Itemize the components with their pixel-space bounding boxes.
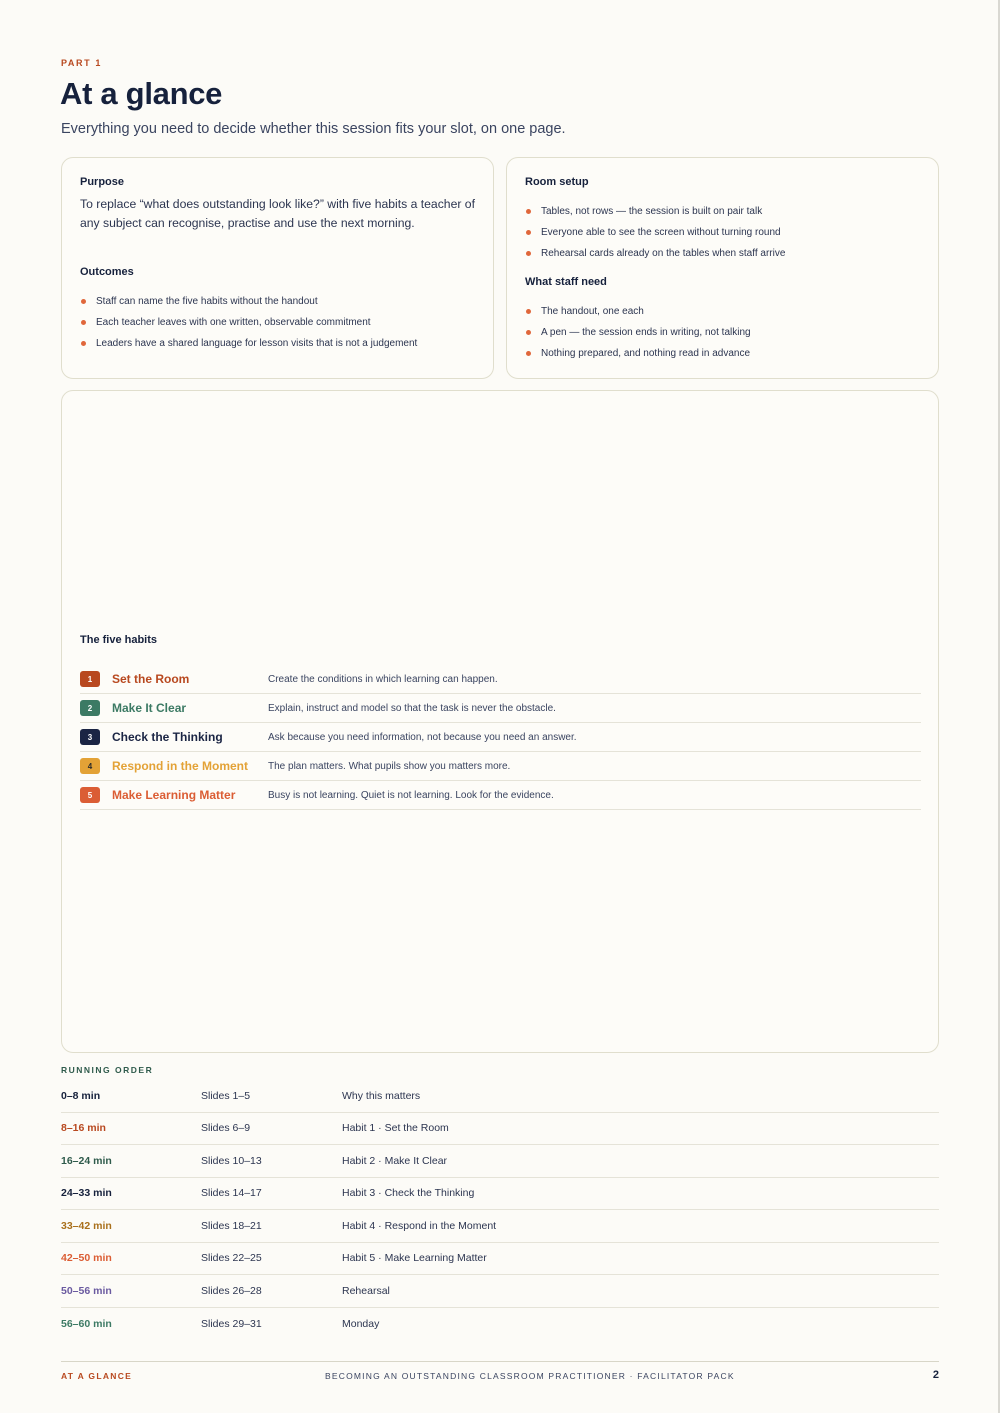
habit-name: Make It Clear bbox=[112, 701, 187, 715]
topic-cell: Habit 1 · Set the Room bbox=[342, 1122, 449, 1135]
list-item: Staff can name the five habits without the handout bbox=[80, 295, 480, 316]
list-item: The handout, one each bbox=[525, 305, 925, 326]
time-cell: 16–24 min bbox=[61, 1154, 112, 1167]
footer-section-label: AT A GLANCE bbox=[61, 1371, 133, 1381]
topic-cell: Habit 5 · Make Learning Matter bbox=[342, 1252, 487, 1265]
bullet-dot-icon bbox=[526, 230, 531, 235]
habit-number-badge: 2 bbox=[80, 700, 100, 716]
habit-description: The plan matters. What pupils show you matters more. bbox=[268, 760, 511, 772]
purpose-text: To replace “what does outstanding look like?” with five habits a teacher of any subject can recognise, practise and use the next morning. bbox=[80, 197, 475, 230]
table-row bbox=[61, 1145, 939, 1178]
list-item: Rehearsal cards already on the tables when staff arrive bbox=[525, 247, 925, 268]
habit-number-badge: 4 bbox=[80, 758, 100, 774]
table-row bbox=[61, 1113, 939, 1146]
time-cell: 24–33 min bbox=[61, 1187, 112, 1200]
habit-name: Set the Room bbox=[112, 672, 190, 686]
time-cell: 0–8 min bbox=[61, 1089, 101, 1102]
habits-heading: The five habits bbox=[80, 634, 158, 646]
purpose-outcomes-card bbox=[61, 157, 494, 379]
room-setup-list bbox=[525, 205, 925, 268]
bullet-dot-icon bbox=[526, 330, 531, 335]
habit-row bbox=[80, 694, 921, 723]
room-setup-heading: Room setup bbox=[525, 176, 589, 188]
outcomes-heading: Outcomes bbox=[80, 266, 134, 278]
bullet-dot-icon bbox=[526, 351, 531, 356]
habit-name: Make Learning Matter bbox=[112, 788, 236, 802]
topic-cell: Habit 4 · Respond in the Moment bbox=[342, 1219, 497, 1232]
habit-row bbox=[80, 665, 921, 694]
list-item: Everyone able to see the screen without turning round bbox=[525, 226, 925, 247]
table-row bbox=[61, 1308, 939, 1341]
slides-cell: Slides 1–5 bbox=[201, 1089, 251, 1102]
habit-name: Check the Thinking bbox=[112, 730, 223, 744]
page-number: 2 bbox=[932, 1369, 939, 1381]
slides-cell: Slides 29–31 bbox=[201, 1317, 262, 1330]
table-row bbox=[61, 1178, 939, 1211]
page-lede: Everything you need to decide whether this session fits your slot, on one page. bbox=[61, 121, 566, 137]
bullet-dot-icon bbox=[81, 299, 86, 304]
habit-number-badge: 3 bbox=[80, 729, 100, 745]
habit-description: Busy is not learning. Quiet is not learning. Look for the evidence. bbox=[268, 789, 554, 801]
habit-number-badge: 5 bbox=[80, 787, 100, 803]
time-cell: 42–50 min bbox=[61, 1252, 112, 1265]
table-row bbox=[61, 1275, 939, 1308]
topic-cell: Why this matters bbox=[342, 1089, 421, 1102]
staff-need-heading: What staff need bbox=[525, 276, 607, 288]
list-item: Tables, not rows — the session is built on pair talk bbox=[525, 205, 925, 226]
staff-need-list bbox=[525, 305, 925, 368]
bullet-dot-icon bbox=[526, 209, 531, 214]
slides-cell: Slides 14–17 bbox=[201, 1187, 262, 1200]
topic-cell: Rehearsal bbox=[342, 1284, 390, 1297]
habit-number-badge: 1 bbox=[80, 671, 100, 687]
habit-description: Explain, instruct and model so that the task is never the obstacle. bbox=[268, 702, 556, 714]
slides-cell: Slides 18–21 bbox=[201, 1219, 262, 1232]
topic-cell: Habit 3 · Check the Thinking bbox=[342, 1187, 475, 1200]
time-cell: 56–60 min bbox=[61, 1317, 112, 1330]
habit-name: Respond in the Moment bbox=[112, 759, 248, 773]
bullet-dot-icon bbox=[81, 341, 86, 346]
habit-description: Create the conditions in which learning can happen. bbox=[268, 673, 498, 685]
time-cell: 8–16 min bbox=[61, 1122, 106, 1135]
topic-cell: Monday bbox=[342, 1317, 380, 1330]
table-row bbox=[61, 1210, 939, 1243]
time-cell: 50–56 min bbox=[61, 1284, 112, 1297]
purpose-heading: Purpose bbox=[80, 176, 125, 188]
bullet-dot-icon bbox=[526, 309, 531, 314]
footer-rule bbox=[61, 1361, 939, 1362]
slides-cell: Slides 26–28 bbox=[201, 1284, 262, 1297]
table-row bbox=[61, 1080, 939, 1113]
bullet-dot-icon bbox=[526, 251, 531, 256]
table-row bbox=[61, 1243, 939, 1276]
list-item: A pen — the session ends in writing, not talking bbox=[525, 326, 925, 347]
five-habits-card bbox=[61, 390, 939, 1053]
slides-cell: Slides 6–9 bbox=[201, 1122, 251, 1135]
habit-description: Ask because you need information, not because you need an answer. bbox=[268, 731, 577, 743]
bullet-dot-icon bbox=[81, 320, 86, 325]
slides-cell: Slides 10–13 bbox=[201, 1154, 262, 1167]
slides-cell: Slides 22–25 bbox=[201, 1252, 262, 1265]
running-order-heading: RUNNING ORDER bbox=[61, 1065, 154, 1075]
time-cell: 33–42 min bbox=[61, 1219, 112, 1232]
part-label: PART 1 bbox=[61, 58, 102, 68]
footer-document-title: BECOMING AN OUTSTANDING CLASSROOM PRACTITIONER · FACILITATOR PACK bbox=[325, 1371, 735, 1381]
habit-row bbox=[80, 752, 921, 781]
running-order-table bbox=[61, 1080, 939, 1340]
list-item: Each teacher leaves with one written, observable commitment bbox=[80, 316, 480, 337]
topic-cell: Habit 2 · Make It Clear bbox=[342, 1154, 448, 1167]
outcomes-list bbox=[80, 295, 480, 358]
page-title: At a glance bbox=[60, 76, 223, 111]
list-item: Nothing prepared, and nothing read in advance bbox=[525, 347, 925, 368]
habit-row bbox=[80, 723, 921, 752]
room-staff-card bbox=[506, 157, 939, 379]
list-item: Leaders have a shared language for lesson visits that is not a judgement bbox=[80, 337, 480, 358]
habits-list bbox=[80, 665, 921, 810]
habit-row bbox=[80, 781, 921, 810]
